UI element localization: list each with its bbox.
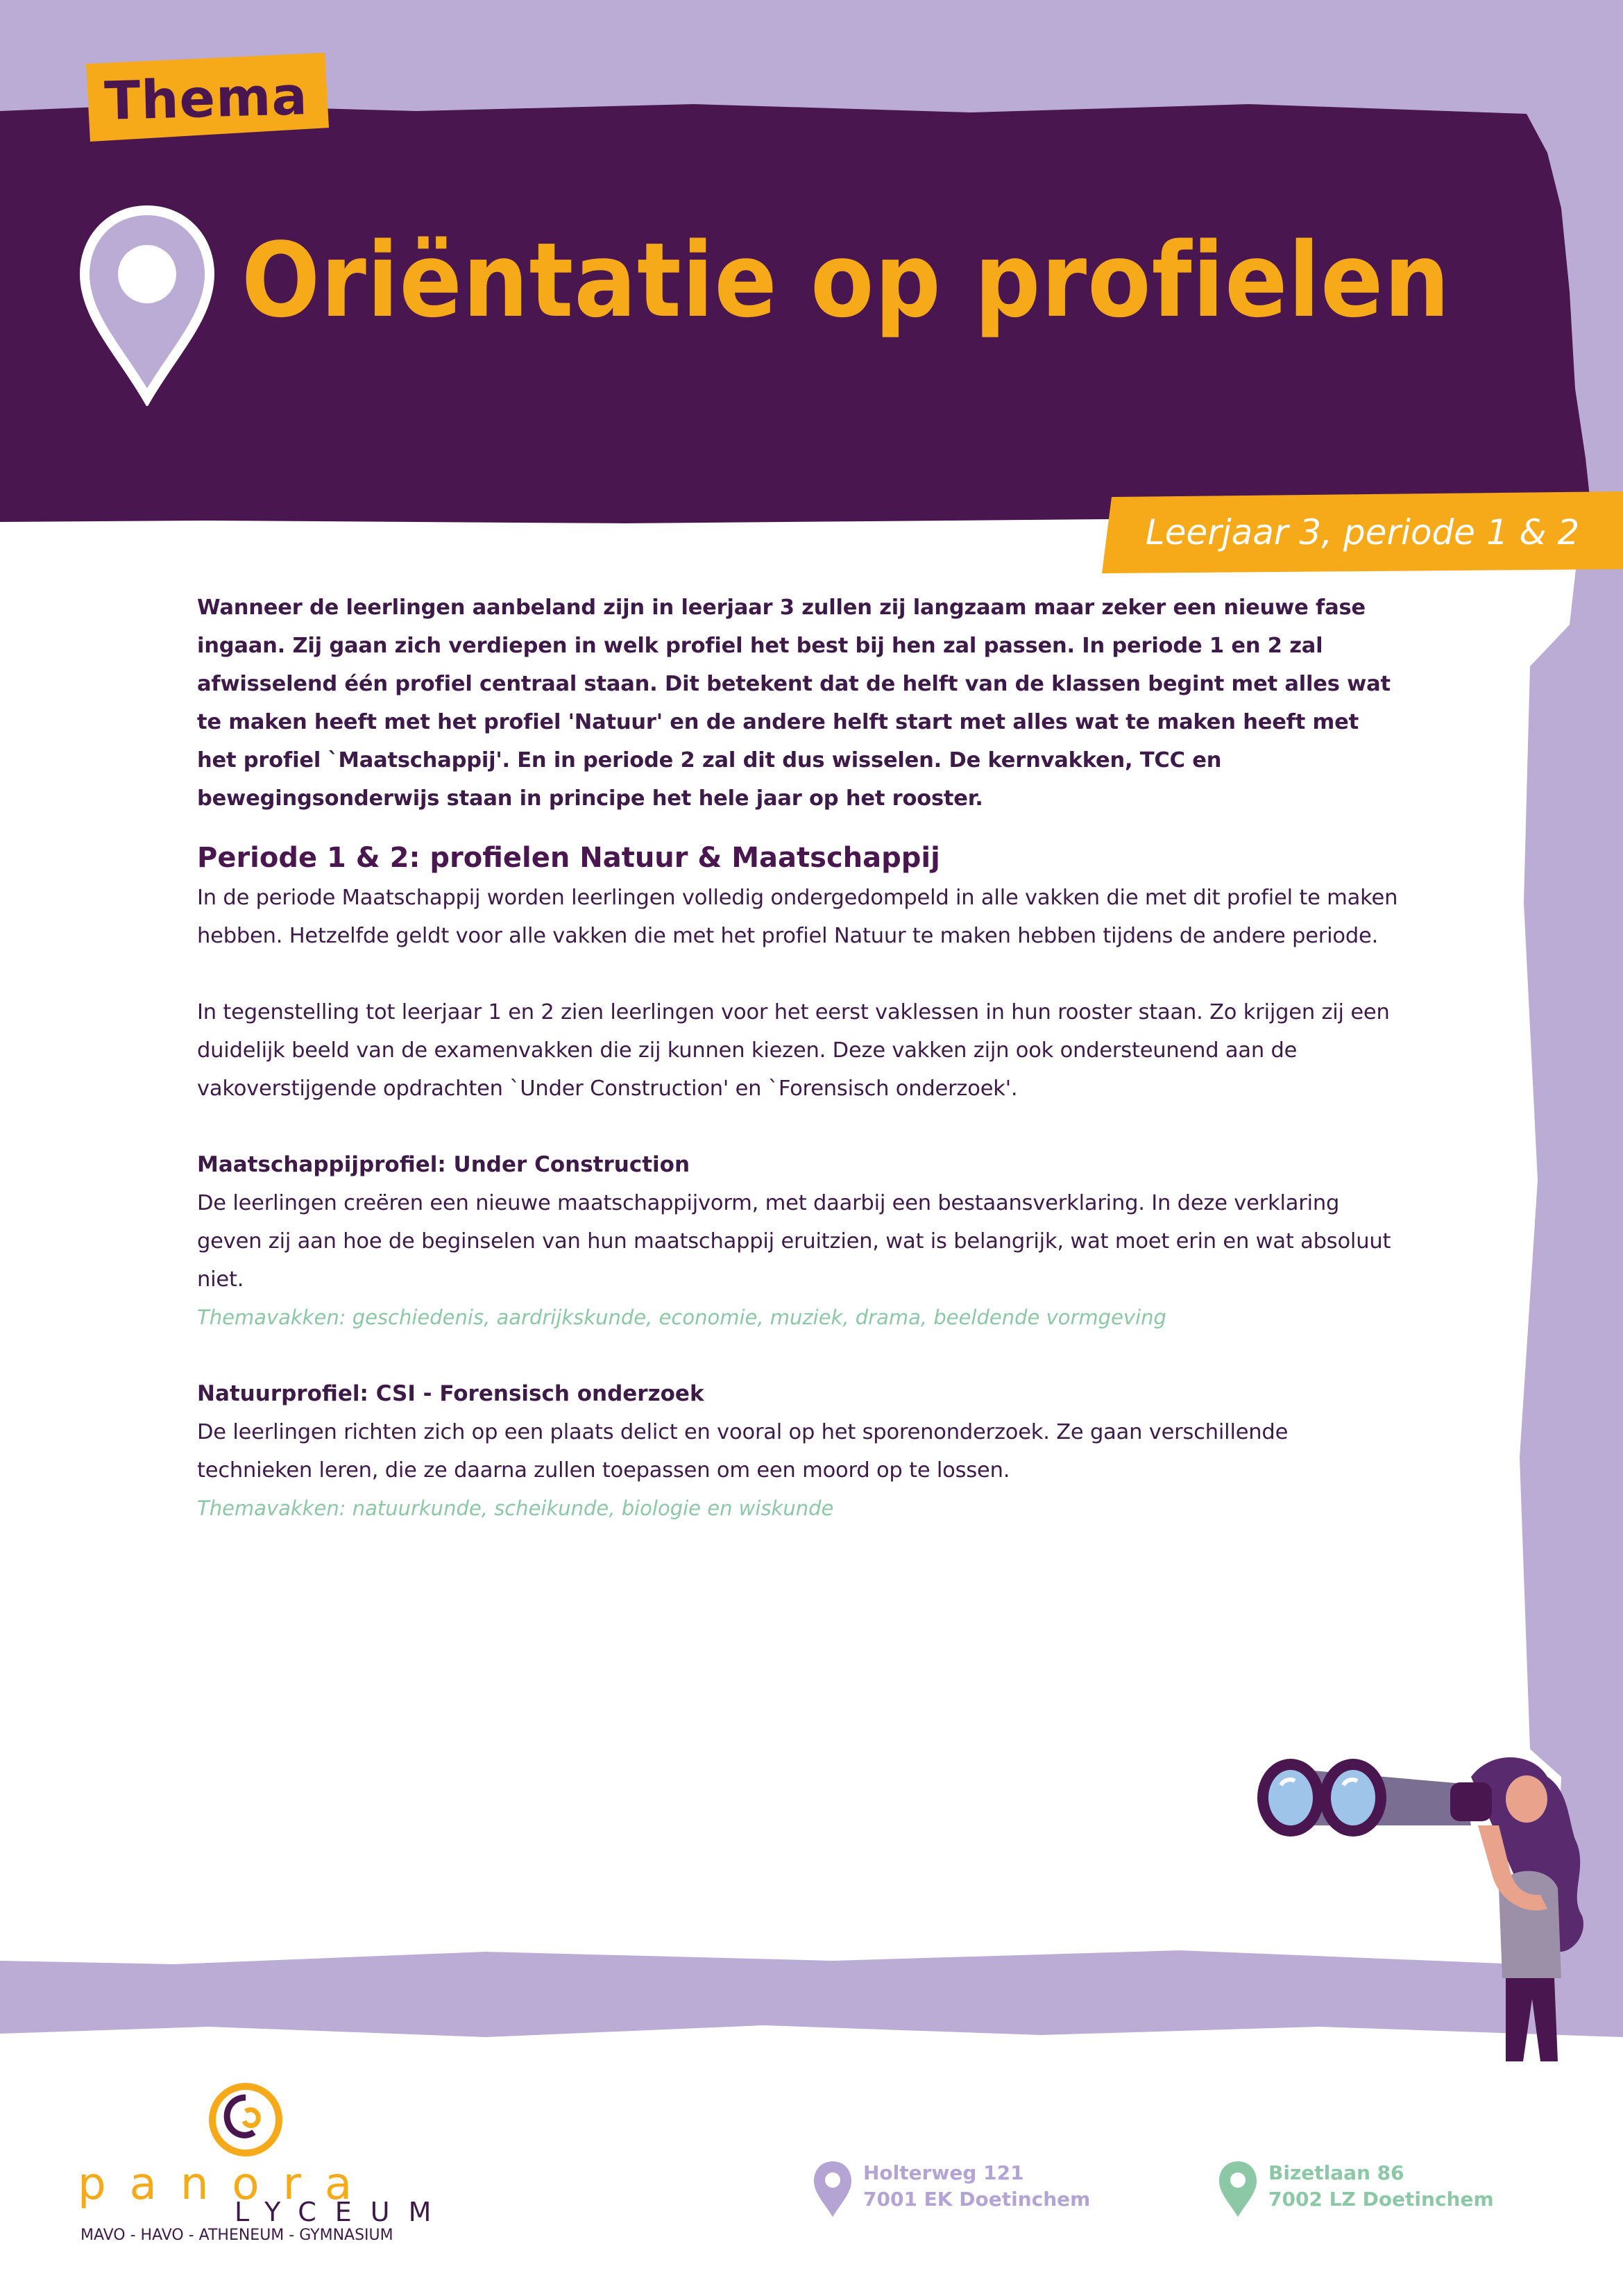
panora-logo	[78, 2079, 450, 2249]
page-title: Oriëntatie op profielen	[241, 221, 1451, 340]
section-paragraph-2: In tegenstelling tot leerjaar 1 en 2 zien leerlingen voor het eerst vaklessen in hun rooster staan. Zo krijgen zij een duidelijk beeld van de examenvakken die zij kunnen kiezen. Deze vakken zijn ook ondersteunend aan de vakoverstijgende opdrachten `Under Construction' en `Forensisch onderzoek'.	[197, 1000, 1390, 1101]
location-pin-icon	[812, 2160, 853, 2218]
year-period-tag	[1102, 491, 1623, 573]
profile-text-natuur: De leerlingen richten zich op een plaats delict en vooral op het sporenonderzoek. Ze gaan verschillende technieken leren, die ze daarna zullen toepassen om een moord op te lossen.	[197, 1420, 1289, 1483]
address-city: 7002 LZ Doetinchem	[1268, 2188, 1494, 2211]
year-period-label: Leerjaar 3, periode 1 & 2	[1145, 512, 1580, 552]
address-street: Bizetlaan 86	[1268, 2161, 1404, 2184]
thema-tag-label: Thema	[103, 64, 309, 132]
address-bizetlaan	[1217, 2154, 1522, 2224]
address-lines	[863, 2160, 1090, 2213]
address-city: 7001 EK Doetinchem	[863, 2188, 1091, 2211]
intro-paragraph: Wanneer de leerlingen aanbeland zijn in leerjaar 3 zullen zij langzaam maar zeker een nieuwe fase ingaan. Zij gaan zich verdiepen in welk profiel het best bij hen zal passen. In periode 1 en 2 zal afwisselend één profiel centraal staan. Dit betekent dat de helft van de klassen begint met alles wat te maken heeft met het profiel 'Natuur' en de andere helft start met alles wat te maken heeft met het profiel `Maatschappij'. En in periode 2 zal dit dus wisselen. De kernvakken, TCC en bewegingsonderwijs staan in principe het hele jaar op het rooster.	[197, 596, 1391, 811]
main-content	[197, 589, 1404, 1528]
panora-logo-icon	[205, 2079, 286, 2160]
location-pin-icon	[78, 205, 216, 406]
section-heading: Periode 1 & 2: profielen Natuur & Maatschappij	[197, 842, 940, 874]
binoculars-woman-illustration	[1242, 1749, 1603, 2061]
thema-tag	[82, 53, 330, 143]
profile-heading-natuur: Natuurprofiel: CSI - Forensisch onderzoek	[197, 1381, 704, 1406]
profile-themes-maatschappij: Themavakken: geschiedenis, aardrijkskunde, economie, muziek, drama, beeldende vormgeving	[197, 1306, 1166, 1329]
address-holterweg	[812, 2154, 1103, 2224]
profile-themes-natuur: Themavakken: natuurkunde, scheikunde, biologie en wiskunde	[197, 1496, 834, 1520]
profile-heading-maatschappij: Maatschappijprofiel: Under Construction	[197, 1152, 690, 1177]
location-pin-icon	[1217, 2160, 1259, 2218]
logo-wordmark: panora	[78, 2159, 376, 2210]
logo-tagline: MAVO - HAVO - ATHENEUM - GYMNASIUM	[80, 2227, 393, 2244]
address-street: Holterweg 121	[863, 2161, 1024, 2184]
section-paragraph-1: In de periode Maatschappij worden leerlingen volledig ondergedompeld in alle vakken die met dit profiel te maken hebben. Hetzelfde geldt voor alle vakken die met het profiel Natuur te maken hebben tijdens de andere periode.	[197, 886, 1398, 948]
logo-subword: LYCEUM	[235, 2197, 450, 2227]
address-lines	[1268, 2160, 1494, 2213]
profile-text-maatschappij: De leerlingen creëren een nieuwe maatschappijvorm, met daarbij een bestaansverklaring. In deze verklaring geven zij aan hoe de beginselen van hun maatschappij eruitzien, wat is belangrijk, wat moet erin en wat absoluut niet.	[197, 1191, 1391, 1292]
